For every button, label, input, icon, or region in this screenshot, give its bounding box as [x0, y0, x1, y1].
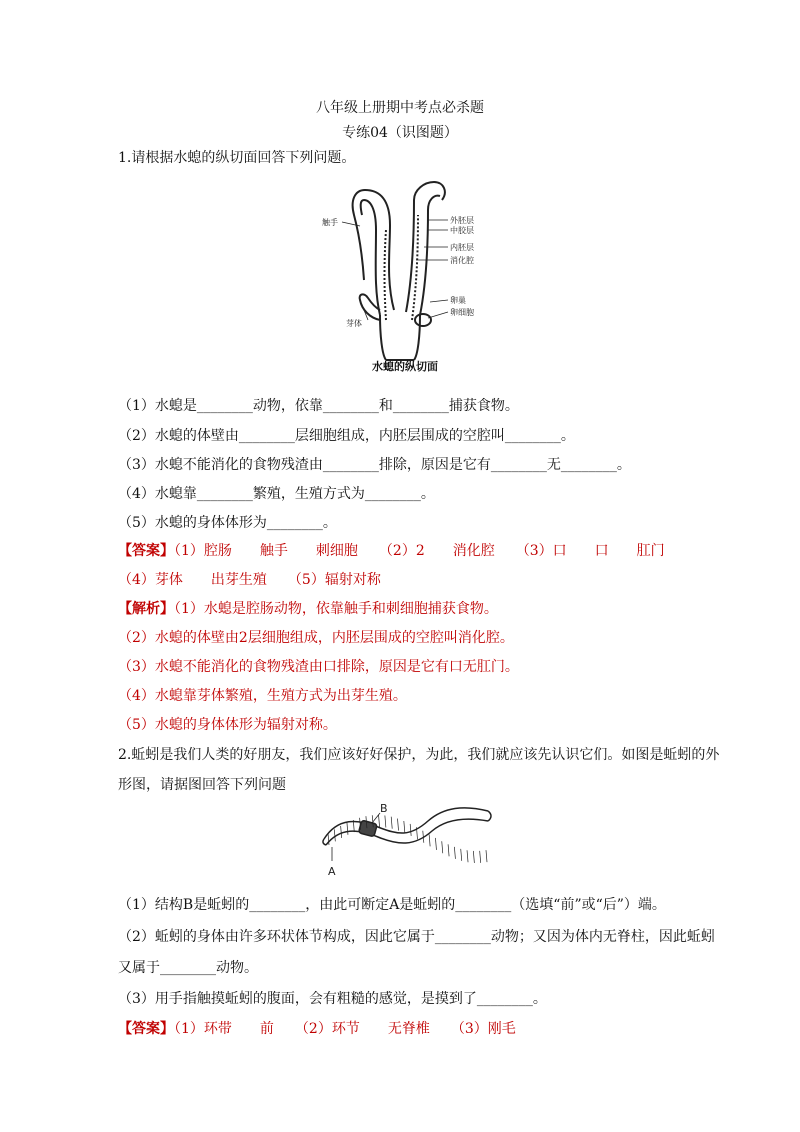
- label-b: B: [380, 802, 388, 815]
- worm-segment: [398, 819, 399, 831]
- q2-question-3: （3）用手指触摸蚯蚓的腹面，会有粗糙的感觉，是摸到了________。: [118, 991, 547, 1007]
- answer-tag: 【答案】: [118, 543, 174, 559]
- q1-question-4: （4）水螅靠________繁殖，生殖方式为________。: [118, 486, 435, 502]
- q1-answer-line-2: （4）芽体 出芽生殖 （5）辐射对称: [118, 572, 381, 588]
- worm-segment: [454, 847, 455, 859]
- label-egg: 卵细胞: [450, 308, 474, 317]
- q2-stem-line-2: 形图，请据图回答下列问题: [118, 777, 286, 793]
- q1-stem: 1.请根据水螅的纵切面回答下列问题。: [118, 150, 356, 166]
- worm-segment: [334, 829, 335, 841]
- hydra-section-figure: [320, 170, 490, 375]
- worm-segment: [341, 826, 342, 838]
- worm-segment: [467, 850, 468, 862]
- worm-segment: [347, 823, 348, 835]
- q1-question-1: （1）水螅是________动物，依靠________和________捕获食物。: [118, 398, 519, 414]
- q2-answer-line: [118, 1018, 516, 1038]
- doc-title: 八年级上册期中考点必杀题: [316, 100, 484, 116]
- worm-segment: [461, 849, 462, 861]
- worm-segment: [486, 850, 487, 862]
- q1-analysis-line-4: （4）水螅靠芽体繁殖，生殖方式为出芽生殖。: [118, 688, 407, 704]
- q2-question-2: （2）蚯蚓的身体由许多环状体节构成，因此它属于________动物；又因为体内无脊柱，因此蚯蚓: [118, 929, 715, 945]
- label-ovary: 卵巢: [450, 296, 466, 305]
- answer-text: （1）腔肠 触手 刺细胞 （2）2 消化腔 （3）口 口 肛门: [174, 543, 665, 559]
- label-a: A: [328, 865, 336, 878]
- earthworm-figure: [318, 797, 494, 879]
- q2-stem-line-1: 2.蚯蚓是我们人类的好朋友，我们应该好好保护，为此，我们就应该先认识它们。如图是蚯蚓的外: [118, 747, 720, 763]
- worm-segment: [435, 838, 436, 850]
- label-outer-layer: 外胚层: [450, 216, 474, 225]
- worm-segment: [404, 821, 405, 833]
- figure-caption: 水螅的纵切面: [372, 360, 438, 373]
- worm-segment: [448, 844, 449, 856]
- worm-segment: [423, 831, 424, 843]
- worm-segment: [391, 817, 392, 829]
- q1-analysis-line-2: （2）水螅的体壁由2层细胞组成，内胚层围成的空腔叫消化腔。: [118, 630, 514, 646]
- worm-segment: [473, 851, 474, 863]
- q2-question-1: （1）结构B是蚯蚓的________，由此可断定A是蚯蚓的________（选填“前”或“后”）端。: [118, 897, 666, 913]
- q1-question-2: （2）水螅的体壁由________层细胞组成，内胚层围成的空腔叫________。: [118, 428, 575, 444]
- worm-segment: [480, 851, 481, 863]
- q1-answer-line-1: [118, 540, 665, 560]
- analysis-tag: 【解析】: [118, 601, 174, 617]
- q1-analysis-line-3: （3）水螅不能消化的食物残渣由口排除，原因是它有口无肛门。: [118, 659, 519, 675]
- label-tentacle: 触手: [322, 218, 338, 227]
- label-bud: 芽体: [346, 319, 362, 328]
- worm-segment: [379, 815, 380, 827]
- label-cavity: 消化腔: [450, 256, 474, 265]
- worm-segment: [429, 834, 430, 846]
- q1-question-5: （5）水螅的身体体形为________。: [118, 515, 337, 531]
- q1-analysis-line-1: [118, 598, 498, 618]
- worm-segment: [410, 824, 411, 836]
- q1-analysis-line-5: （5）水螅的身体体形为辐射对称。: [118, 717, 337, 733]
- answer-text: （1）环带 前 （2）环节 无脊椎 （3）刚毛: [174, 1021, 516, 1037]
- analysis-text: （1）水螅是腔肠动物，依靠触手和刺细胞捕获食物。: [174, 601, 498, 617]
- doc-subtitle: 专练04（识图题）: [342, 125, 458, 141]
- worm-segment: [385, 816, 386, 828]
- q2-question-2-cont: 又属于________动物。: [118, 960, 258, 976]
- label-inner-layer: 内胚层: [450, 243, 474, 252]
- label-mesoglea: 中胶层: [450, 226, 474, 235]
- answer-tag: 【答案】: [118, 1021, 174, 1037]
- worm-segment: [442, 841, 443, 853]
- q1-question-3: （3）水螅不能消化的食物残渣由________排除，原因是它有________无________。: [118, 457, 631, 473]
